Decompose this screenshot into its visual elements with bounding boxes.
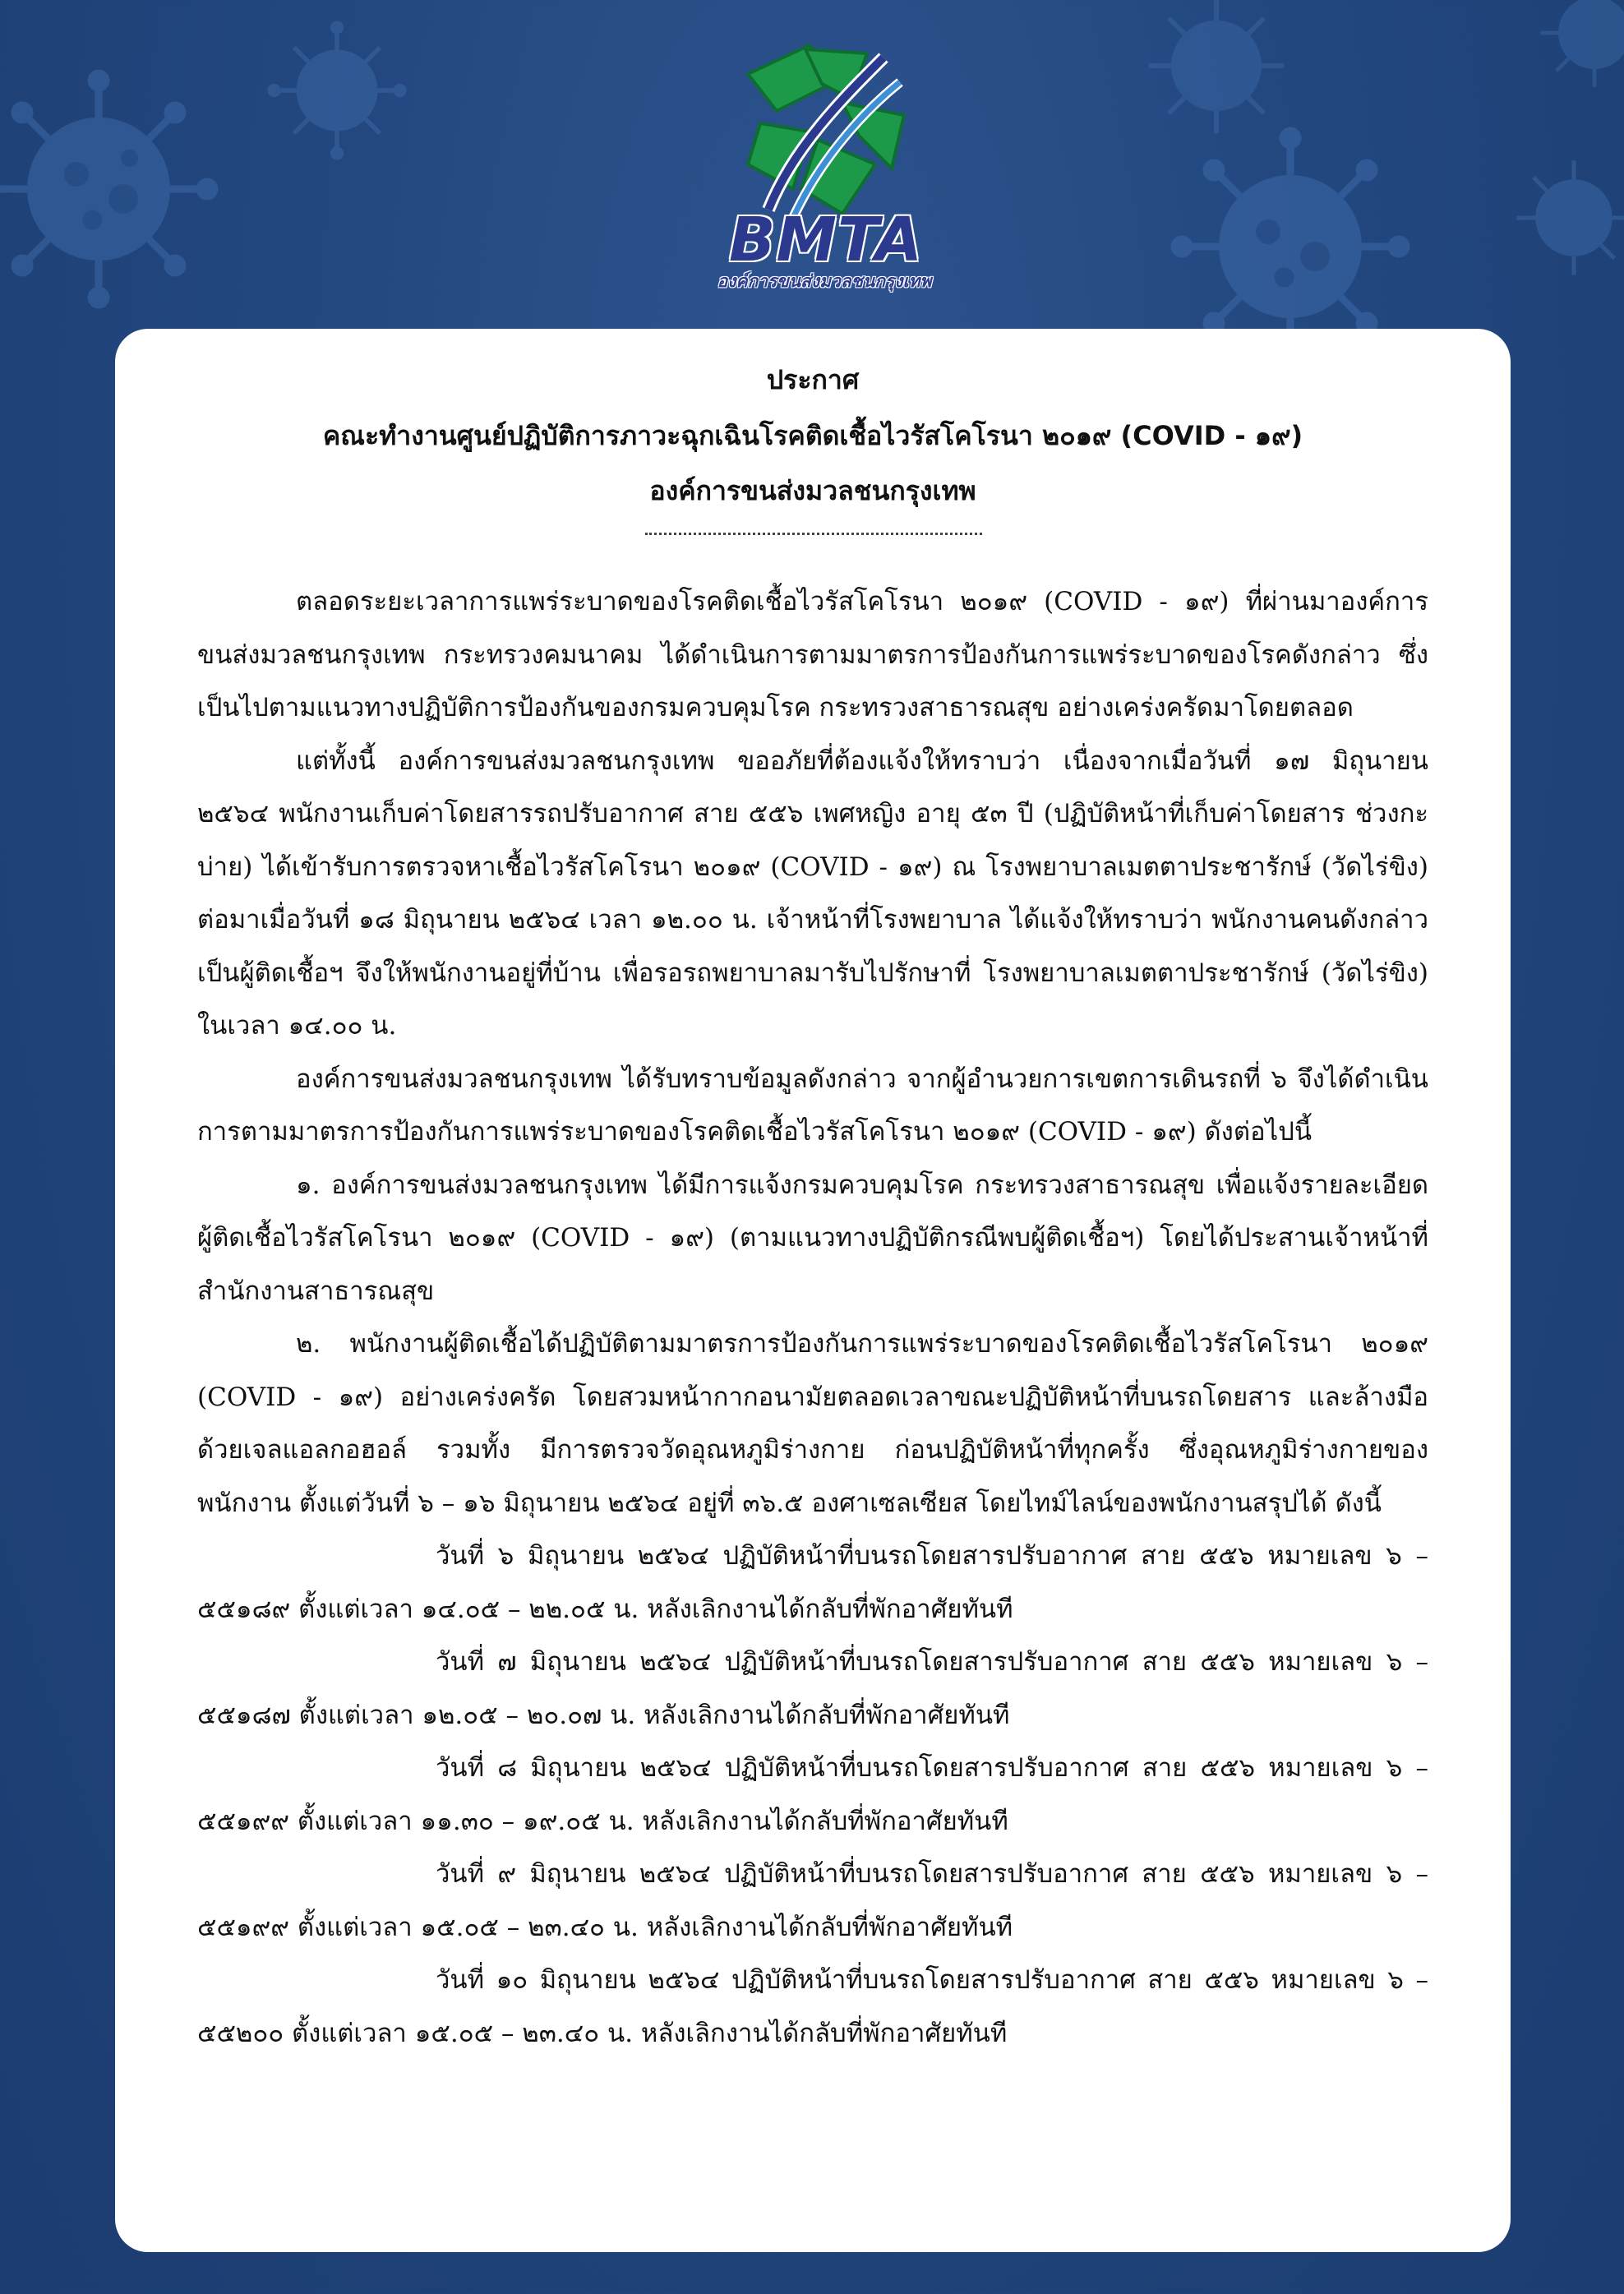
virus-icon [263,16,411,164]
paragraph-incident: แต่ทั้งนี้ องค์การขนส่งมวลชนกรุงเทพ ขออภัยที่ต้องแจ้งให้ทราบว่า เนื่องจากเมื่อวันที่ ๑๗ มิถุนายน ๒๕๖๔ พนักงานเก็บค่าโดยสารรถปรับอากาศ สาย ๕๕๖ เพศหญิง อายุ ๕๓ ปี (ปฏิบัติหน้าที่เก็บค่าโดยสาร ช่วงกะบ่าย) ได้เข้ารับการตรวจหาเชื้อไวรัสโคโรนา ๒๐๑๙ (COVID - ๑๙) ณ โรงพยาบาลเมตตาประชารักษ์ (วัดไร่ขิง) ต่อมาเมื่อวันที่ ๑๘ มิถุนายน ๒๕๖๔ เวลา ๑๒.๐๐ น. เจ้าหน้าที่โรงพยาบาล ได้แจ้งให้ทราบว่า พนักงานคนดังกล่าวเป็นผู้ติดเชื้อฯ จึงให้พนักงานอยู่ที่บ้าน เพื่อรอรถพยาบาลมารับไปรักษาที่ โรงพยาบาลเมตตาประชารักษ์ (วัดไร่ขิง) ในเวลา ๑๔.๐๐ น. [197,745,1428,1041]
announcement-committee: คณะทำงานศูนย์ปฏิบัติการภาวะฉุกเฉินโรคติดเชื้อไวรัสโคโรนา ๒๐๑๙ (COVID - ๑๙) [322,420,1303,451]
timeline-entry: วันที่ ๖ มิถุนายน ๒๕๖๔ ปฏิบัติหน้าที่บนรถโดยสารปรับอากาศ สาย ๕๕๖ หมายเลข ๖ – ๕๕๑๘๙ ตั้งแต่เวลา ๑๔.๐๕ – ๒๒.๐๕ น. หลังเลิกงานได้กลับที่พักอาศัยทันที [197,1541,1428,1624]
timeline-entry: วันที่ ๘ มิถุนายน ๒๕๖๔ ปฏิบัติหน้าที่บนรถโดยสารปรับอากาศ สาย ๕๕๖ หมายเลข ๖ – ๕๕๑๙๙ ตั้งแต่เวลา ๑๑.๓๐ – ๑๙.๐๕ น. หลังเลิกงานได้กลับที่พักอาศัยทันที [197,1753,1428,1836]
paragraph-intro: ตลอดระยะเวลาการแพร่ระบาดของโรคติดเชื้อไวรัสโคโรนา ๒๐๑๙ (COVID - ๑๙) ที่ผ่านมาองค์การขนส่งมวลชนกรุงเทพ กระทรวงคมนาคม ได้ดำเนินการตามมาตรการป้องกันการแพร่ระบาดของโรคดังกล่าว ซึ่งเป็นไปตามแนวทางปฏิบัติการป้องกันของกรมควบคุมโรค กระทรวงสาธารณสุข อย่างเคร่งครัดมาโดยตลอด [197,587,1428,722]
logo-wordmark: BMTA [728,205,924,275]
announcement-label: ประกาศ [766,364,860,395]
timeline-entry: วันที่ ๙ มิถุนายน ๒๕๖๔ ปฏิบัติหน้าที่บนรถโดยสารปรับอากาศ สาย ๕๕๖ หมายเลข ๖ – ๕๕๑๙๙ ตั้งแต่เวลา ๑๕.๐๕ – ๒๓.๔๐ น. หลังเลิกงานได้กลับที่พักอาศัยทันที [197,1859,1428,1942]
logo-subtitle: องค์การขนส่งมวลชนกรุงเทพ [717,271,932,291]
paragraph-item-2: ๒. พนักงานผู้ติดเชื้อได้ปฏิบัติตามมาตรการป้องกันการแพร่ระบาดของโรคติดเชื้อไวรัสโคโรนา ๒๐๑๙ (COVID - ๑๙) อย่างเคร่งครัด โดยสวมหน้ากากอนามัยตลอดเวลาขณะปฏิบัติหน้าที่บนรถโดยสาร และล้างมือด้วยเจลแอลกอฮอล์ รวมทั้ง มีการตรวจวัดอุณหภูมิร่างกาย ก่อนปฏิบัติหน้าที่ทุกครั้ง ซึ่งอุณหภูมิร่างกายของพนักงาน ตั้งแต่วันที่ ๖ – ๑๖ มิถุนายน ๒๕๖๔ อยู่ที่ ๓๖.๕ องศาเซลเซียส โดยไทม์ไลน์ของพนักงานสรุปได้ ดังนี้ [197,1329,1428,1518]
paragraph-item-1: ๑. องค์การขนส่งมวลชนกรุงเทพ ได้มีการแจ้งกรมควบคุมโรค กระทรวงสาธารณสุข เพื่อแจ้งรายละเอียดผู้ติดเชื้อไวรัสโคโรนา ๒๐๑๙ (COVID - ๑๙) (ตามแนวทางปฏิบัติกรณีพบผู้ติดเชื้อฯ) โดยได้ประสานเจ้าหน้าที่สำนักงานสาธารณสุข [197,1170,1428,1306]
announcement-card [115,329,1511,2252]
virus-icon [0,66,222,312]
announcement-organization: องค์การขนส่งมวลชนกรุงเทพ [649,475,976,506]
timeline-entry: วันที่ ๑๐ มิถุนายน ๒๕๖๔ ปฏิบัติหน้าที่บนรถโดยสารปรับอากาศ สาย ๕๕๖ หมายเลข ๖ – ๕๕๒๐๐ ตั้งแต่เวลา ๑๕.๐๕ – ๒๓.๔๐ น. หลังเลิกงานได้กลับที่พักอาศัยทันที [197,1965,1428,2048]
divider [645,533,982,535]
virus-icon [1504,148,1624,288]
paragraph-response: องค์การขนส่งมวลชนกรุงเทพ ได้รับทราบข้อมูลดังกล่าว จากผู้อำนวยการเขตการเดินรถที่ ๖ จึงได้ดำเนินการตามมาตรการป้องกันการแพร่ระบาดของโรคติดเชื้อไวรัสโคโรนา ๒๐๑๙ (COVID - ๑๙) ดังต่อไปนี้ [197,1064,1428,1147]
timeline-entry: วันที่ ๗ มิถุนายน ๒๕๖๔ ปฏิบัติหน้าที่บนรถโดยสารปรับอากาศ สาย ๕๕๖ หมายเลข ๖ – ๕๕๑๘๗ ตั้งแต่เวลา ๑๒.๐๕ – ๒๐.๐๗ น. หลังเลิกงานได้กลับที่พักอาศัยทันที [197,1647,1428,1730]
announcement-body [197,575,1428,2060]
virus-icon [1529,0,1624,99]
